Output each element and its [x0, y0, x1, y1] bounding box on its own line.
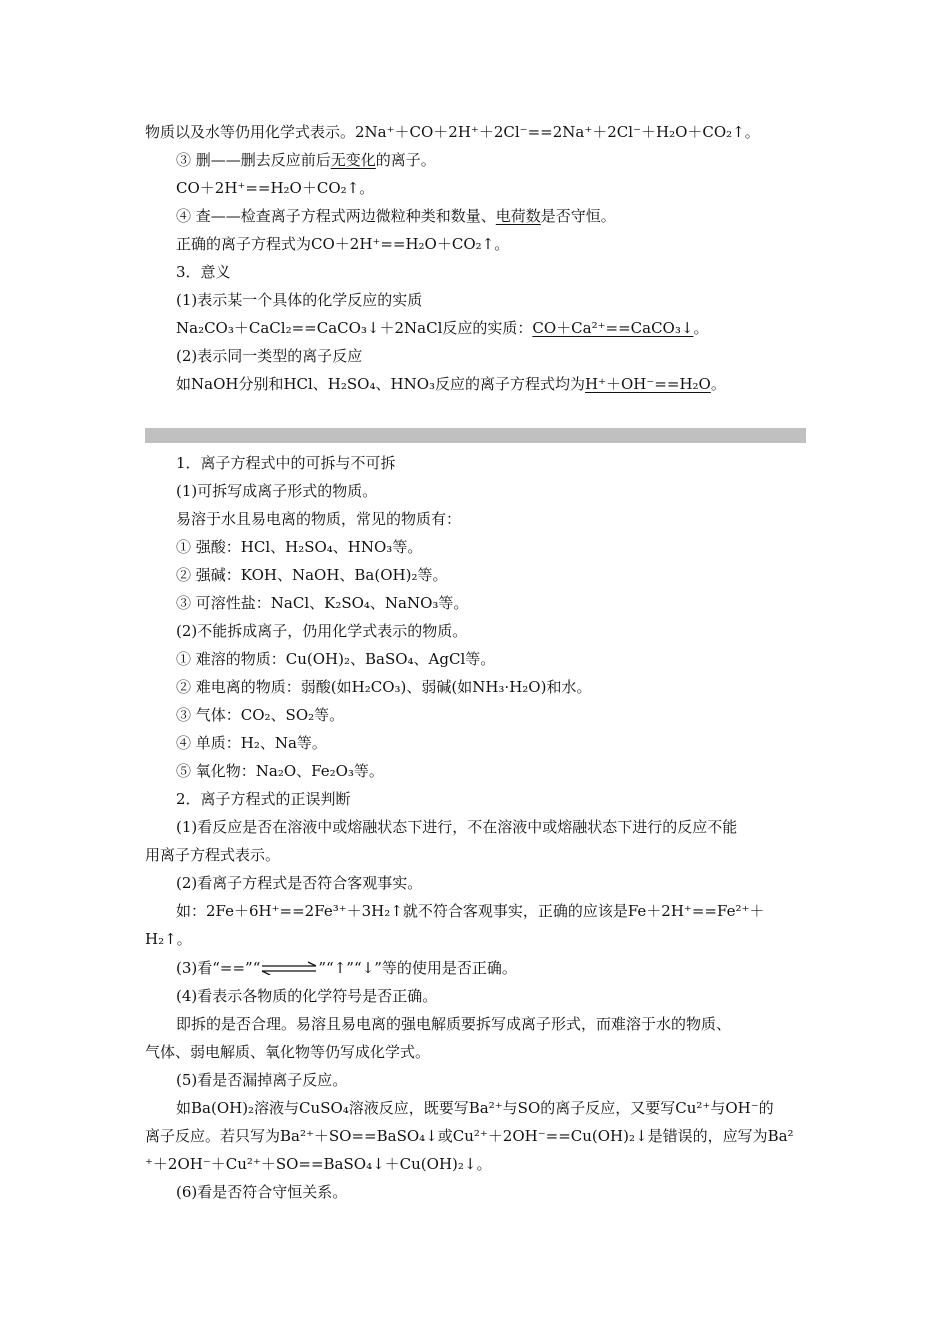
- text-line: [176, 1070, 841, 1090]
- text-line: [176, 346, 841, 366]
- text: H₂↑。: [145, 930, 192, 948]
- text: 气体、弱电解质、氧化物等仍写成化学式。: [145, 1043, 431, 1061]
- text: ③ 删——删去反应前后: [176, 151, 331, 169]
- text-line: [176, 374, 841, 394]
- text: CO＋2H⁺==H₂O＋CO₂↑。: [176, 179, 375, 197]
- text-line: [176, 958, 841, 978]
- text-line: [176, 761, 841, 781]
- text: ② 强碱：KOH、NaOH、Ba(OH)₂等。: [176, 566, 448, 584]
- answer-blank: 电荷数: [495, 207, 541, 225]
- text-line: [145, 845, 810, 865]
- text: 2．离子方程式的正误判断: [176, 790, 351, 808]
- text: 是否守恒。: [540, 207, 616, 225]
- text-line: [145, 122, 810, 142]
- text-line: [145, 929, 810, 949]
- text: 用离子方程式表示。: [145, 846, 281, 864]
- text-line: [176, 178, 841, 198]
- text: 易溶于水且易电离的物质，常见的物质有：: [176, 510, 462, 528]
- text: 。: [693, 319, 709, 337]
- text: Na₂CO₃＋CaCl₂==CaCO₃↓＋2NaCl反应的实质：: [176, 319, 533, 337]
- section-divider-bar: [145, 428, 806, 443]
- text-line: [145, 1154, 810, 1174]
- text: 如Ba(OH)₂溶液与CuSO₄溶液反应，既要写Ba²⁺与SO的离子反应，又要写Cu²⁺与OH⁻的: [176, 1099, 774, 1117]
- text-line: [176, 565, 841, 585]
- text: 如：2Fe＋6H⁺==2Fe³⁺＋3H₂↑就不符合客观事实，正确的应该是Fe＋2H⁺==Fe²⁺＋: [176, 902, 765, 920]
- text: 1．离子方程式中的可拆与不可拆: [176, 454, 396, 472]
- text: ”“↑”“↓”等的使用是否正确。: [318, 959, 517, 977]
- text-line: [176, 649, 841, 669]
- text: (6)看是否符合守恒关系。: [176, 1183, 348, 1201]
- text: 物质以及水等仍用化学式表示。2Na⁺＋CO＋2H⁺＋2Cl⁻==2Na⁺＋2Cl⁻＋H₂O＋CO₂↑。: [145, 123, 760, 141]
- text-line: [145, 1126, 810, 1146]
- text: 的离子。: [375, 151, 436, 169]
- text: (3)看“==”“: [176, 959, 261, 977]
- text-line: [176, 481, 841, 501]
- text: 如NaOH分别和HCl、H₂SO₄、HNO₃反应的离子方程式均为: [176, 375, 586, 393]
- text: ① 难溶的物质：Cu(OH)₂、BaSO₄、AgCl等。: [176, 650, 496, 668]
- text-line: [176, 733, 841, 753]
- text-line: [176, 206, 841, 226]
- text-line: [176, 817, 841, 837]
- text-line: [176, 1182, 841, 1202]
- answer-blank: H⁺＋OH⁻==H₂O: [585, 375, 711, 393]
- equilibrium-arrow-icon: [260, 961, 318, 975]
- text-line: [176, 705, 841, 725]
- text: ③ 可溶性盐：NaCl、K₂SO₄、NaNO₃等。: [176, 594, 469, 612]
- section-heading: [176, 453, 841, 473]
- text-line: [176, 509, 841, 529]
- text: 离子反应。若只写为Ba²⁺＋SO==BaSO₄↓或Cu²⁺＋2OH⁻==Cu(OH)₂↓是错误的，应写为Ba²: [145, 1127, 794, 1145]
- answer-blank: CO＋Ca²⁺==CaCO₃↓: [532, 319, 694, 337]
- text: (2)不能拆成离子，仍用化学式表示的物质。: [176, 622, 468, 640]
- text: (4)看表示各物质的化学符号是否正确。: [176, 987, 438, 1005]
- text: ⁺＋2OH⁻＋Cu²⁺＋SO==BaSO₄↓＋Cu(OH)₂↓。: [145, 1155, 492, 1173]
- text: (1)看反应是否在溶液中或熔融状态下进行，不在溶液中或熔融状态下进行的反应不能: [176, 818, 738, 836]
- text: 正确的离子方程式为CO＋2H⁺==H₂O＋CO₂↑。: [176, 235, 510, 253]
- section-heading: [176, 262, 841, 282]
- text: (1)表示某一个具体的化学反应的实质: [176, 291, 423, 309]
- text-line: [176, 1098, 841, 1118]
- text-line: [176, 150, 841, 170]
- text: 即拆的是否合理。易溶且易电离的强电解质要拆写成离子形式，而难溶于水的物质、: [176, 1015, 732, 1033]
- section-heading: [176, 789, 841, 809]
- text: ① 强酸：HCl、H₂SO₄、HNO₃等。: [176, 538, 423, 556]
- text-line: [176, 901, 841, 921]
- text-line: [176, 986, 841, 1006]
- text-line: [176, 873, 841, 893]
- text: 3．意义: [176, 263, 231, 281]
- text-line: [176, 677, 841, 697]
- answer-blank: 无变化: [330, 151, 376, 169]
- text: (1)可拆写成离子形式的物质。: [176, 482, 378, 500]
- text: 。: [710, 375, 726, 393]
- text-line: [176, 234, 841, 254]
- text: ② 难电离的物质：弱酸(如H₂CO₃)、弱碱(如NH₃·H₂O)和水。: [176, 678, 592, 696]
- text-line: [176, 621, 841, 641]
- text: ③ 气体：CO₂、SO₂等。: [176, 706, 345, 724]
- text-line: [176, 290, 841, 310]
- text-line: [145, 1042, 810, 1062]
- text: ④ 查——检查离子方程式两边微粒种类和数量、: [176, 207, 496, 225]
- text: ⑤ 氧化物：Na₂O、Fe₂O₃等。: [176, 762, 384, 780]
- text-line: [176, 593, 841, 613]
- text-line: [176, 318, 841, 338]
- text: (2)表示同一类型的离子反应: [176, 347, 363, 365]
- text: ④ 单质：H₂、Na等。: [176, 734, 327, 752]
- text-line: [176, 537, 841, 557]
- text-line: [176, 1014, 841, 1034]
- text: (2)看离子方程式是否符合客观事实。: [176, 874, 423, 892]
- text: (5)看是否漏掉离子反应。: [176, 1071, 348, 1089]
